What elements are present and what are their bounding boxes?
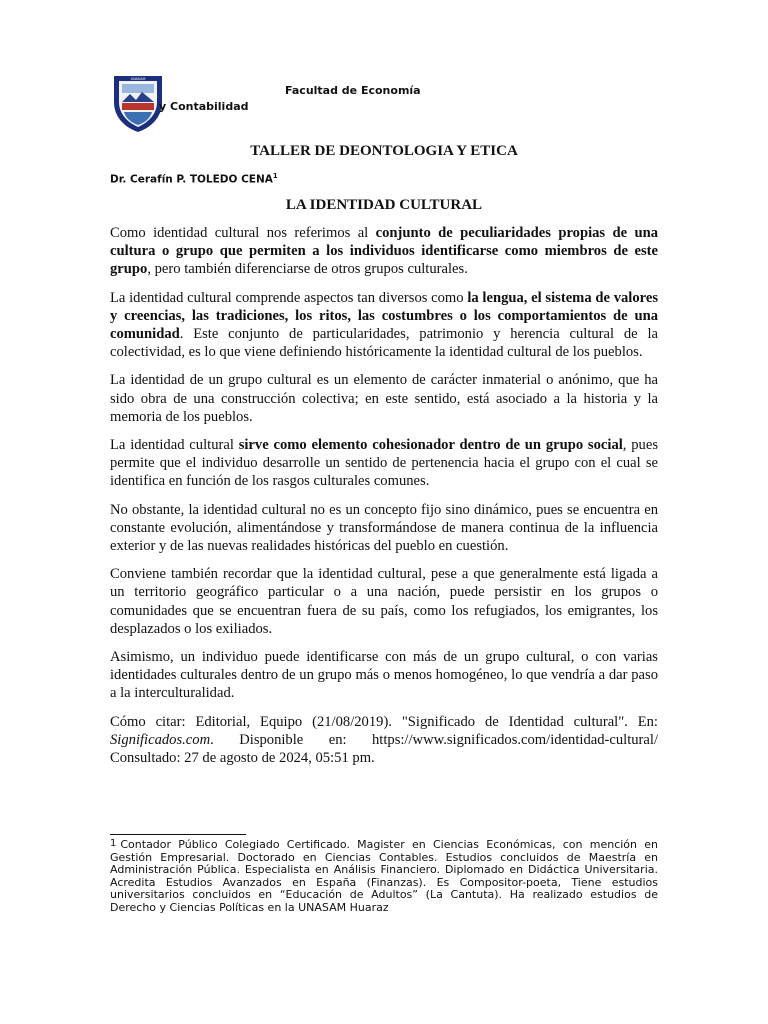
svg-text:UNASAM: UNASAM [130,77,146,81]
text-run: . Disponible en: https://www.significados.com/identidad-cultural/ Consultado: 27 de agosto de 2024, 05:51 pm. [110,731,658,767]
footnote-number: 1 [110,838,117,849]
text-run: Como identidad cultural nos referimos al [110,225,376,241]
paragraph-3: La identidad de un grupo cultural es un elemento de carácter inmaterial o anónimo, que ha sido obra de una construcción colectiva; en este sentido, está asociado a la historia y la memoria de los pueblos. [110,372,658,425]
author-line [110,172,278,186]
page-header [110,72,670,134]
paragraph-1 [110,224,658,279]
bold-run: conjunto de peculiaridades propias de una cultura o grupo que permiten a los individuos identificarse como miembros de este grupo [110,225,659,278]
document-title: TALLER DE DEONTOLOGIA Y ETICA [250,143,518,159]
document-body [110,224,658,777]
text-run: La identidad cultural comprende aspectos tan diversos como [110,289,468,306]
text-run: La identidad cultural [110,437,239,454]
bold-run: la lengua, el sistema de valores y creencias, las tradiciones, los ritos, las costumbres o los comportamientos de una comunidad [110,289,659,343]
paragraph-5: No obstante, la identidad cultural no es un concepto fijo sino dinámico, pues se encuentra en constante evolución, alimentándose y transformándose de manera continua de la influencia exterior y de las nuevas realidades históricas del pueblo en cuestión. [110,501,658,555]
author-footnote-ref: 1 [272,172,278,180]
text-run: Cómo citar: Editorial, Equipo (21/08/2019). "Significado de Identidad cultural". En: [110,713,658,730]
footnote-separator [110,834,246,835]
paragraph-7: Asimismo, un individuo puede identificarse con más de un grupo cultural, o con varias identidades culturales dentro de un grupo más o menos homogéneo, lo que vendría a dar paso a la interculturalidad. [110,649,658,702]
text-run: . Este conjunto de particularidades, patrimonio y herencia cultural de la colectividad, es lo que viene definiendo históricamente la identidad cultural de los pueblos. [110,326,658,361]
faculty-name-line1: Facultad de Economía [285,84,421,97]
footnote [110,838,658,915]
citation-paragraph [110,713,658,768]
footnote-text: Contador Público Colegiado Certificado. Magister en Ciencias Económicas, con mención en Gestión Empresarial. Doctorado en Ciencias Contables. Estudios concluidos de Maestría en Administración Pública. Especialista en Análisis Financiero. Diplomado en Didáctica Universitaria. Acredita Estudios Avanzados en España (Finanzas). Es Compositor-poeta, Tiene estudios universitarios concluidos en “Educación de Adultos” (La Cantuta). Ha realizado estudios de Derecho y Ciencias Políticas en la UNASAM Huaraz [110,838,658,914]
paragraph-2 [110,289,658,362]
faculty-name-line2: y Contabilidad [159,100,249,113]
paragraph-4 [110,436,658,491]
university-seal-logo [110,72,166,134]
italic-run: Significados.com [110,731,211,748]
paragraph-6: Conviene también recordar que la identidad cultural, pese a que generalmente está ligada a un territorio geográfico particular o a una nación, puede persistir en los grupos o comunidades que se encuentran fuera de su país, como los refugiados, los emigrantes, los desplazados o los exiliados. [110,566,658,637]
section-title: LA IDENTIDAD CULTURAL [285,197,483,213]
author-name: Dr. Cerafín P. TOLEDO CENA [110,173,273,186]
text-run: , pues permite que el individuo desarrolle un sentido de pertenencia hacia el grupo con el cual se identifica en función de los rasgos culturales comunes. [110,437,659,490]
text-run: , pero también diferenciarse de otros grupos culturales. [147,261,468,278]
bold-run: sirve como elemento cohesionador dentro de un grupo social [238,437,623,454]
